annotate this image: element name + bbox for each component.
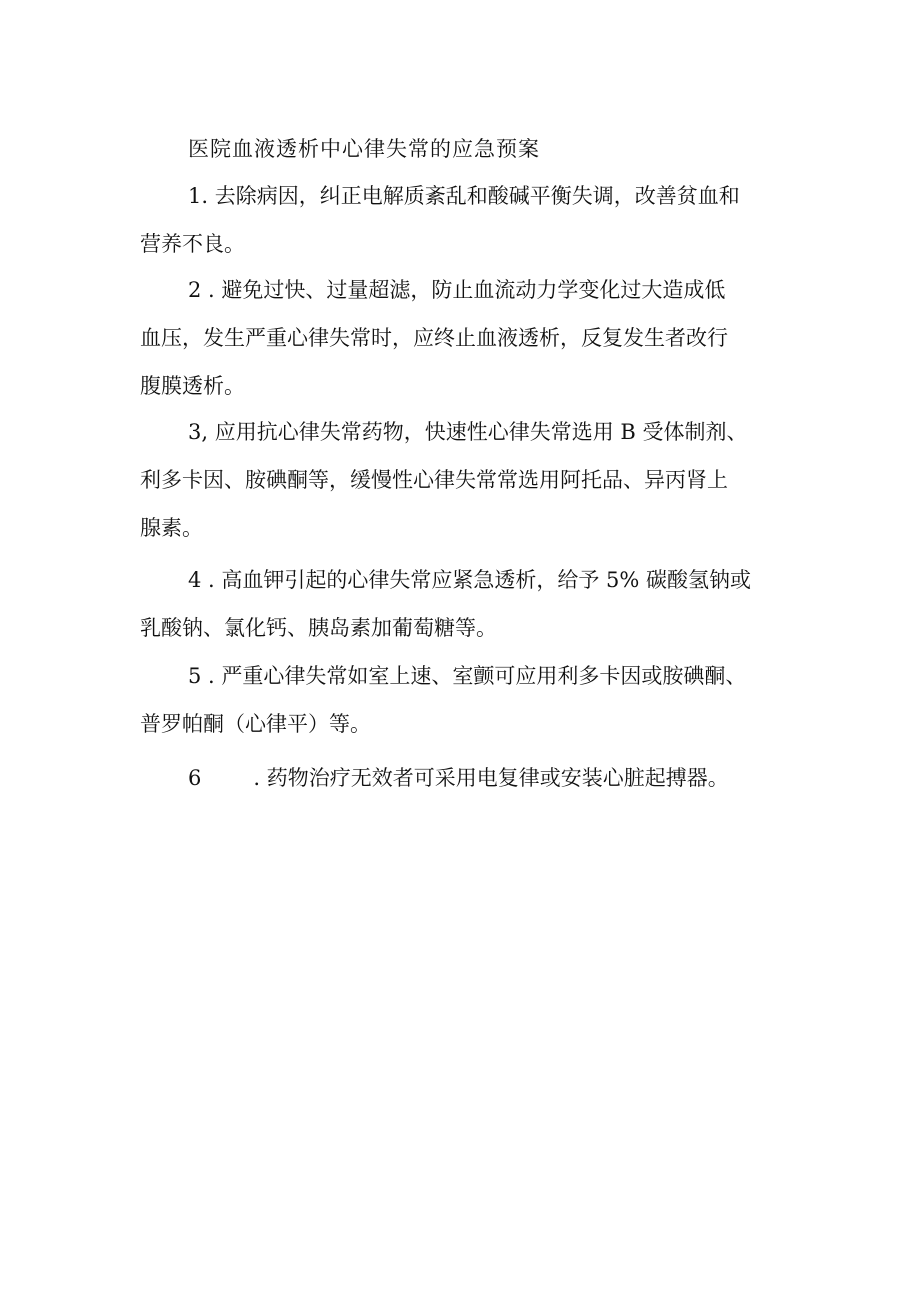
list-item-6: [140, 754, 790, 802]
list-item-3: [140, 408, 790, 552]
item-6-line-1: [140, 754, 790, 802]
item-6-number: 6: [188, 766, 202, 790]
list-item-4: [140, 556, 790, 652]
item-3-line-2: 利多卡因、胺碘酮等，缓慢性心律失常常选用阿托品、异丙肾上: [140, 468, 728, 492]
list-item-1: [140, 172, 790, 268]
item-4-line-2: 乳酸钠、氯化钙、胰岛素加葡萄糖等。: [140, 616, 497, 640]
item-2-line-1: 2 . 避免过快、过量超滤，防止血流动力学变化过大造成低: [188, 278, 726, 302]
item-3-line-3: 腺素。: [140, 516, 203, 540]
item-4-line-1: 4 . 高血钾引起的心律失常应紧急透析，给予 5% 碳酸氢钠或: [188, 568, 752, 592]
item-3-line-1: 3, 应用抗心律失常药物，快速性心律失常选用 B 受体制剂、: [188, 420, 748, 444]
item-6-text: . 药物治疗无效者可采用电复律或安装心脏起搏器。: [253, 766, 729, 790]
item-1-line-1: 1. 去除病因，纠正电解质紊乱和酸碱平衡失调，改善贫血和: [188, 184, 740, 208]
item-2-line-2: 血压，发生严重心律失常时，应终止血液透析，反复发生者改行: [140, 326, 728, 350]
item-5-line-1: 5 . 严重心律失常如室上速、室颤可应用利多卡因或胺碘酮、: [188, 664, 747, 688]
list-item-2: [140, 266, 790, 410]
list-item-5: [140, 652, 790, 748]
item-1-line-2: 营养不良。: [140, 232, 245, 256]
item-2-line-3: 腹膜透析。: [140, 374, 245, 398]
document-title: 医院血液透析中心律失常的应急预案: [188, 137, 540, 161]
item-5-line-2: 普罗帕酮（心律平）等。: [140, 712, 371, 736]
